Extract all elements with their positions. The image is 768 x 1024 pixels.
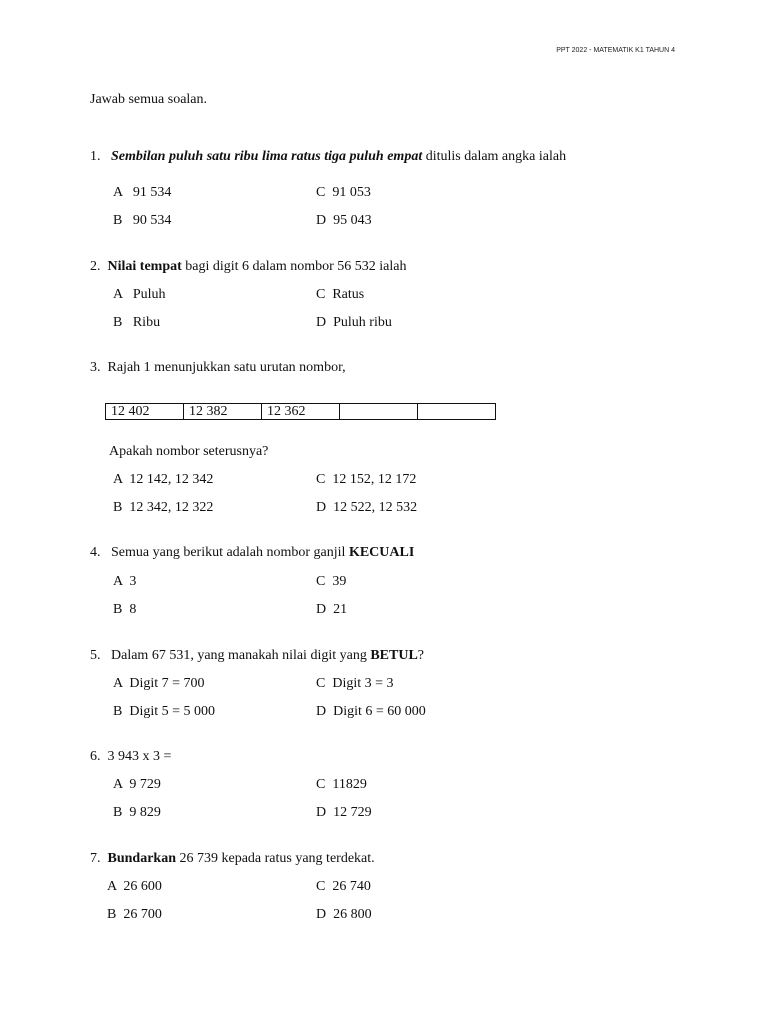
q2-text: bagi digit 6 dalam nombor 56 532 ialah [181, 259, 407, 274]
q5-option-a[interactable]: A Digit 7 = 700 [113, 676, 205, 691]
q1-option-b[interactable]: B 90 534 [113, 213, 172, 228]
q1-option-d[interactable]: D 95 043 [316, 213, 372, 228]
q1-text: ditulis dalam angka ialah [422, 149, 567, 164]
q4-option-d[interactable]: D 21 [316, 602, 348, 617]
q6-option-b[interactable]: B 9 829 [113, 805, 161, 820]
q5-text: 5. Dalam 67 531, yang manakah nilai digit yang [90, 648, 371, 663]
question-6: 6. 3 943 x 3 = [90, 749, 172, 764]
question-2 [90, 259, 407, 275]
q1-option-a[interactable]: A 91 534 [113, 185, 172, 200]
sequence-cell-4 [340, 404, 418, 420]
q6-option-a[interactable]: A 9 729 [113, 777, 161, 792]
question-4 [90, 545, 414, 561]
q1-number: 1. [90, 149, 101, 164]
q1-emphasis: Sembilan puluh satu ribu lima ratus tiga puluh empat [111, 149, 423, 164]
q3-option-a[interactable]: A 12 142, 12 342 [113, 472, 214, 487]
question-3: 3. Rajah 1 menunjukkan satu urutan nombor, [90, 360, 346, 375]
q4-option-c[interactable]: C 39 [316, 574, 347, 589]
sequence-cell-2: 12 382 [184, 404, 262, 420]
page-header: PPT 2022 - MATEMATIK K1 TAHUN 4 [556, 47, 675, 54]
question-1 [90, 149, 566, 165]
question-5 [90, 648, 424, 664]
q6-option-d[interactable]: D 12 729 [316, 805, 372, 820]
q2-option-d[interactable]: D Puluh ribu [316, 315, 392, 330]
q1-option-c[interactable]: C 91 053 [316, 185, 371, 200]
q5-option-b[interactable]: B Digit 5 = 5 000 [113, 704, 216, 719]
question-7 [90, 851, 375, 867]
q4-option-b[interactable]: B 8 [113, 602, 137, 617]
number-sequence-table [105, 403, 496, 420]
q4-emphasis: KECUALI [348, 545, 415, 560]
q2-option-a[interactable]: A Puluh [113, 287, 166, 302]
q7-option-d[interactable]: D 26 800 [316, 907, 372, 922]
q4-option-a[interactable]: A 3 [113, 574, 137, 589]
q2-option-c[interactable]: C Ratus [316, 287, 365, 302]
sequence-cell-1: 12 402 [106, 404, 184, 420]
q2-option-b[interactable]: B Ribu [113, 315, 161, 330]
q7-emphasis: Bundarkan [107, 851, 176, 866]
q3-option-b[interactable]: B 12 342, 12 322 [113, 500, 214, 515]
instruction: Jawab semua soalan. [90, 92, 208, 107]
q7-option-c[interactable]: C 26 740 [316, 879, 371, 894]
q7-number: 7. [90, 851, 108, 866]
q5-option-c[interactable]: C Digit 3 = 3 [316, 676, 394, 691]
q7-text: 26 739 kepada ratus yang terdekat. [175, 851, 375, 866]
q6-option-c[interactable]: C 11829 [316, 777, 367, 792]
q5-option-d[interactable]: D Digit 6 = 60 000 [316, 704, 426, 719]
q4-text: 4. Semua yang berikut adalah nombor ganjil [90, 545, 349, 560]
q5-text-end: ? [417, 648, 425, 663]
q3-option-d[interactable]: D 12 522, 12 532 [316, 500, 418, 515]
q5-emphasis: BETUL [370, 648, 418, 663]
q7-option-b[interactable]: B 26 700 [107, 907, 162, 922]
q7-option-a[interactable]: A 26 600 [107, 879, 162, 894]
q3-option-c[interactable]: C 12 152, 12 172 [316, 472, 417, 487]
q3-subquestion: Apakah nombor seterusnya? [109, 444, 269, 459]
q2-emphasis: Nilai tempat [107, 259, 182, 274]
sequence-cell-5 [418, 404, 496, 420]
sequence-cell-3: 12 362 [262, 404, 340, 420]
q2-number: 2. [90, 259, 101, 274]
